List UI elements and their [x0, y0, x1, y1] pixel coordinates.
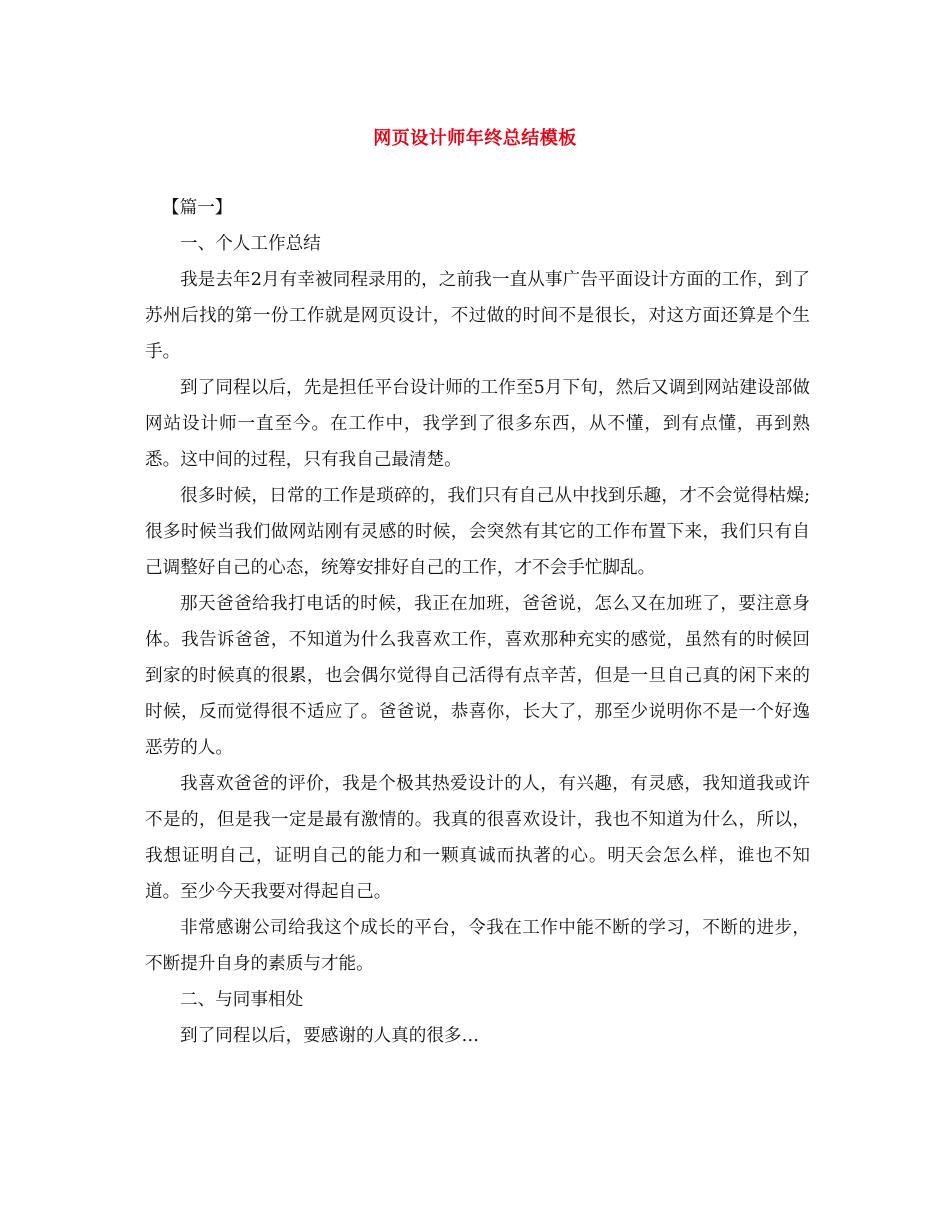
paragraph: 我是去年2月有幸被同程录用的，之前我一直从事广告平面设计方面的工作，到了苏州后找的第一份工作就是网页设计，不过做的时间不是很长，对这方面还算是个生手。	[145, 270, 810, 362]
paragraph: 我喜欢爸爸的评价，我是个极其热爱设计的人，有兴趣，有灵感，我知道我或许不是的，但是我一定是最有激情的。我真的很喜欢设计，我也不知道为什么，所以，我想证明自己，证明自己的能力和一颗真诚而执著的心。明天会怎么样，谁也不知道。至少今天我要对得起自己。	[145, 774, 810, 902]
section-heading-colleagues: 二、与同事相处	[180, 990, 304, 1010]
paragraph: 非常感谢公司给我这个成长的平台，令我在工作中能不断的学习，不断的进步，不断提升自身的素质与才能。	[145, 918, 810, 974]
document-body	[145, 190, 810, 1054]
paragraph: 到了同程以后，先是担任平台设计师的工作至5月下旬，然后又调到网站建设部做网站设计师一直至今。在工作中，我学到了很多东西，从不懂，到有点懂，再到熟悉。这中间的过程，只有我自己最清楚。	[145, 378, 810, 470]
paragraph: 那天爸爸给我打电话的时候，我正在加班，爸爸说，怎么又在加班了，要注意身体。我告诉爸爸，不知道为什么我喜欢工作，喜欢那种充实的感觉，虽然有的时候回到家的时候真的很累，也会偶尔觉得自己活得有点辛苦，但是一旦自己真的闲下来的时候，反而觉得很不适应了。爸爸说，恭喜你，长大了，那至少说明你不是一个好逸恶劳的人。	[145, 594, 810, 758]
document-title: 网页设计师年终总结模板	[373, 128, 577, 149]
section-label: 【篇一】	[162, 198, 233, 218]
paragraph: 很多时候，日常的工作是琐碎的，我们只有自己从中找到乐趣，才不会觉得枯燥;很多时候当我们做网站刚有灵感的时候，会突然有其它的工作布置下来，我们只有自己调整好自己的心态，统筹安排好自己的工作，才不会手忙脚乱。	[145, 486, 810, 578]
section-heading-personal-summary: 一、个人工作总结	[180, 234, 321, 254]
paragraph: 到了同程以后，要感谢的人真的很多…	[180, 1026, 480, 1046]
